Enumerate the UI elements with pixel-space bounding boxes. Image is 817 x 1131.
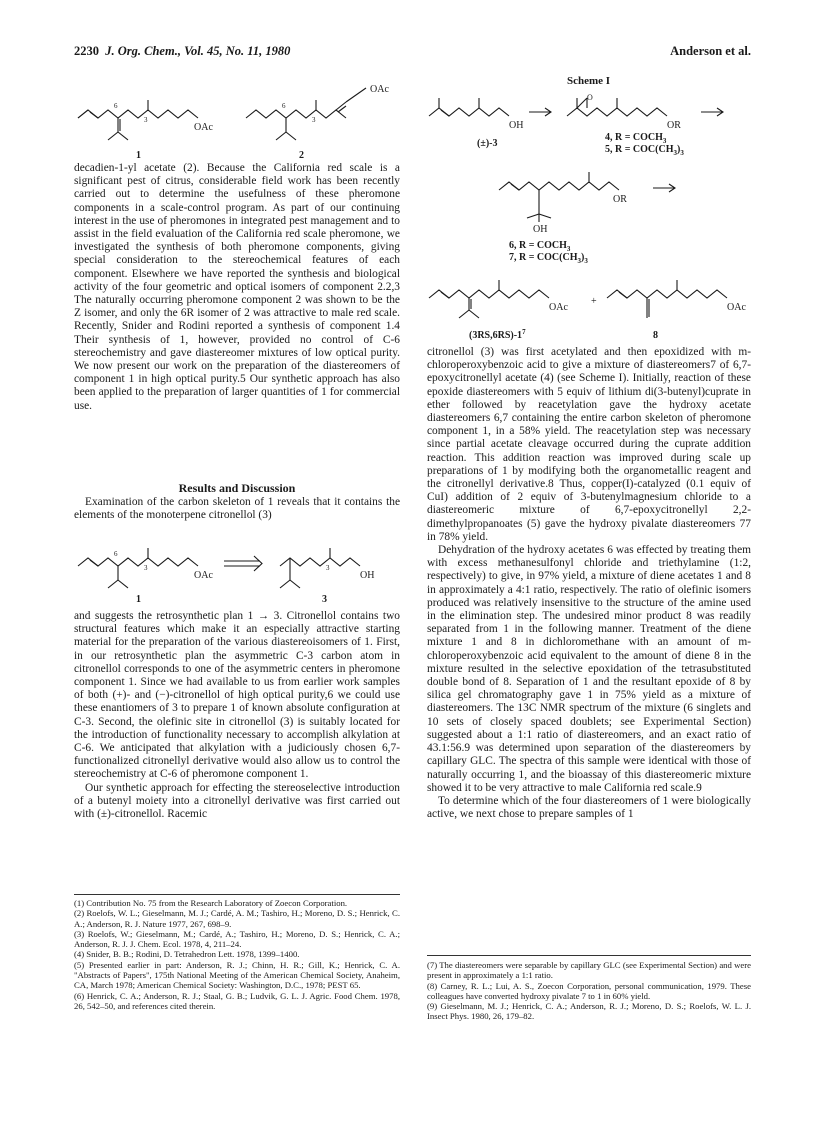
c6-label: 6 xyxy=(114,102,118,110)
compound-label-5: 5, $R = COC(CH_3)_3$ xyxy=(605,144,684,157)
c6-label: 6 xyxy=(282,102,286,110)
left-column-section xyxy=(74,481,400,496)
epoxide-o-label: O xyxy=(587,93,593,102)
footnote: (3) Roelofs, W.; Gieselmann, M.; Cardé, A.; Tashiro, H.; Moreno, D. S.; Henrick, C. A.; Anderson, R. J. J. Chem. Ecol. 1978, 4, 211–24. xyxy=(74,928,400,950)
paragraph: decadien-1-yl acetate (2). Because the California red scale is a significant pest of citrus, considerable field work has been recently carried out to determine the usefulness of these pheromone components in a scale-control program. As part of our continuing interest in the use of pheromones in integrated pest management and to assist in the field evaluation of the California red scale pheromone, we investigated the synthesis of both pheromone components, giving special consideration to the stereochemical features of each component. Elsewhere we have reported the synthesis and biological activity of the four geometric and optical isomers of component 2.2,3 The naturally occurring pheromone component 2 was shown to be the Z isomer, and only the 6R isomer of 2 was attractive to male red scale. Recently, Snider and Rodini reported a synthesis of component 1.4 Their synthesis of 1, however, provided no control of C-6 stereochemistry and gave diastereomer mixtures of low optical purity. We now present our work on the preparation of the diastereomers of component 1 in high optical purity.5 Our synthetic approach has also been applied to the preparation of larger quantities of 1 for commercial use. xyxy=(74,162,400,412)
c3-label: 3 xyxy=(144,116,148,124)
footnote-rule xyxy=(74,894,400,895)
compound-label-6: 6, $R = COCH_3$ xyxy=(509,240,571,253)
c6-label: 6 xyxy=(114,550,118,558)
oac-label: OAc xyxy=(549,302,568,313)
footnote: (6) Henrick, C. A.; Anderson, R. J.; Staal, G. B.; Ludvik, G. L. J. Agric. Food Chem. 1978, 26, 542–50, and references cited therein. xyxy=(74,990,400,1011)
footnote: (4) Snider, B. B.; Rodini, D. Tetrahedron Lett. 1978, 1399–1400. xyxy=(74,949,300,960)
compound-label-4: 4, $R = COCH_3$ xyxy=(605,132,667,145)
right-footnotes xyxy=(427,960,751,1022)
oac-label: OAc xyxy=(727,302,746,313)
plus-sign: + xyxy=(591,296,597,307)
compound-label-3rs: $(3RS,6RS)-1^7$ xyxy=(469,328,526,341)
or-label: OR xyxy=(667,120,681,131)
scheme-title: Scheme I xyxy=(567,75,611,87)
structures-1-and-2 xyxy=(74,78,404,160)
paragraph: Our synthetic approach for effecting the stereoselective introduction of a butenyl moiety into a citronellyl derivative was first carried out with (±)-citronellol. Racemic xyxy=(74,781,400,821)
footnote: (1) Contribution No. 75 from the Research Laboratory of Zoecon Corporation. xyxy=(74,898,348,908)
c3-label: 3 xyxy=(326,564,330,572)
oac-label: OAc xyxy=(370,84,389,95)
footnote: (8) Carney, R. L.; Lui, A. S., Zoecon Corporation, personal communication, 1979. These colleagues have converted hydroxy pivalate 7 to 1 in 60% yield. xyxy=(427,980,751,1001)
c3-label: 3 xyxy=(144,564,148,572)
or-label: OR xyxy=(613,194,627,205)
oh-label: OH xyxy=(360,570,375,581)
compound-label-7: 7, $R = COC(CH_3)_3$ xyxy=(509,252,588,265)
footnote: (9) Gieselmann, M. J.; Henrick, C. A.; Anderson, R. J.; Moreno, D. S.; Roelofs, W. L. J. Insect Phys. 1980, 26, 179–82. xyxy=(427,1001,751,1022)
paragraph: citronellol (3) was first acetylated and then epoxidized with m-chloroperoxybenzoic acid to give a mixture of diastereomers7 of 6,7-epoxycitronellyl acetate (4) (see Scheme I). Initially, reaction of these epoxide diastereomers with 5 equiv of lithium di(3-butenyl)cuprate in ether followed by reacetylation gave the hydroxy acetate diastereomers 6,7 containing the entire carbon skeleton of pheromone component 1, in a 58% yield. The reacetylation step was necessary since partial acetate cleavage occurred during the cuprate addition reaction. This addition reaction was improved during scale up preparations of 1 by modifying both the organometallic reagent and the citronellyl derivative.8 Thus, copper(I)-catalyzed (0.1 equiv of CuI) addition of 2 equiv of 3-butenylmagnesium chloride to a diastereomeric mixture of 6,7-epoxycitronellyl 2,2-dimethylpropanoates (5) gave the hydroxy pivalate diastereomers 77 in 78% yield. xyxy=(427,346,751,543)
right-column xyxy=(427,346,751,821)
paragraph: To determine which of the four diastereomers of 1 were biologically active, we next chose to prepare samples of 1 xyxy=(427,794,751,821)
footnote: (7) The diastereomers were separable by capillary GLC (see Experimental Section) and were present in approximately a 1:1 ratio. xyxy=(427,960,751,981)
oac-label: OAc xyxy=(194,122,213,133)
footnote: (5) Presented earlier in part: Anderson, R. J.; Chinn, H. R.; Gill, K.; Henrick, C. A. "Abstracts of Papers", 175th National Meeting of the American Chemical Society, Anaheim, CA, March 1978; American Chemical Society: Washington, D.C., 1978; PEST 65. xyxy=(74,959,400,991)
oh-label: OH xyxy=(533,224,548,235)
footnote-rule xyxy=(427,955,751,956)
page-number: 2230 xyxy=(74,44,99,58)
journal-citation: J. Org. Chem., Vol. 45, No. 11, 1980 xyxy=(105,44,291,58)
footnote: (2) Roelofs, W. L.; Gieselmann, M. J.; Cardé, A. M.; Tashiro, H.; Moreno, D. S.; Henrick, C. A.; Anderson, R. J. Nature 1977, 267, 698–9. xyxy=(74,908,400,929)
left-footnotes xyxy=(74,898,400,1011)
left-column xyxy=(74,162,400,413)
section-heading: Results and Discussion xyxy=(178,481,296,495)
compound-label-8: 8 xyxy=(653,330,658,341)
oh-label: OH xyxy=(509,120,524,131)
scheme-i xyxy=(427,66,751,342)
oac-label: OAc xyxy=(194,570,213,581)
paragraph: Examination of the carbon skeleton of 1 reveals that it contains the elements of the monoterpene citronellol (3) xyxy=(74,496,400,522)
header-left xyxy=(74,44,290,59)
compound-label-2: 2 xyxy=(299,150,304,160)
paragraph: Dehydration of the hydroxy acetates 6 was effected by treating them with excess methanesulfonyl chloride and triethylamine (1:2, respectively) to give, in 97% yield, a mixture of diene acetates 1 and 8 in approximately a 4:1 ratio, respectively. The ratio of olefinic isomers produced was relatively insensitive to the structure of the amine used in the elimination step. The undesired minor product 8 was readily separated from 1 in the following manner. Treatment of the diene mixture 1 and 8 in dichloromethane with an amount of m-chloroperoxybenzoic acid equivalent to the amount of diene 8 in the mixture resulted in the selective epoxidation of the tetrasubstituted double bond of 8. Separation of 1 and the resultant epoxide of 8 by silica gel chromatography gave 1 in 75% yield as a mixture of diastereomers. The 13C NMR spectrum of the mixture (6 singlets and 10 sets of closely spaced doublets; see Experimental Section) suggested about a 1:1 ratio of diastereomers, and an exact ratio of 43.1:56.9 was determined upon separation of the diastereomers by capillary GLC. The spectra of this sample were identical with those of naturally occurring 1, and the bioassay of this diastereomeric mixture showed it to be very attractive to male California red scale.9 xyxy=(427,544,751,794)
compound-label-1: 1 xyxy=(136,594,141,604)
left-column-text-2 xyxy=(74,496,400,522)
header-authors: Anderson et al. xyxy=(670,44,751,58)
compound-label-3: (±)-3 xyxy=(477,138,498,149)
chain-2 xyxy=(246,110,346,118)
retrosynthesis-figure xyxy=(74,528,404,604)
paragraph: and suggests the retrosynthetic plan 1 → 3. Citronellol contains two structural features which make it an especially attractive starting material for the preparation of the various diastereoisomers of 1. First, in our retrosynthetic plan the asymmetric C-3 carbon atom in citronellol corresponds to one of the asymmetric centers in pheromone component 1. Since we had available to us from earlier work samples of both (+)- and (−)-citronellol of high optical purity,6 we could use these enantiomers of 3 to prepare 1 of known absolute configuration at C-3. Second, the olefinic site in citronellol (3) is suitably located for the introduction of functionality necessary to accomplish alkylation at C-6. We anticipated that alkylation with a judiciously chosen 6,7-functionalized citronellyl derivative would also allow us to control the stereochemistry at C-6 of pheromone component 1. xyxy=(74,610,400,781)
c3-label: 3 xyxy=(312,116,316,124)
left-column-text-3 xyxy=(74,610,400,821)
compound-label-3: 3 xyxy=(322,594,327,604)
running-header xyxy=(74,44,751,62)
compound-label-1: 1 xyxy=(136,150,141,160)
